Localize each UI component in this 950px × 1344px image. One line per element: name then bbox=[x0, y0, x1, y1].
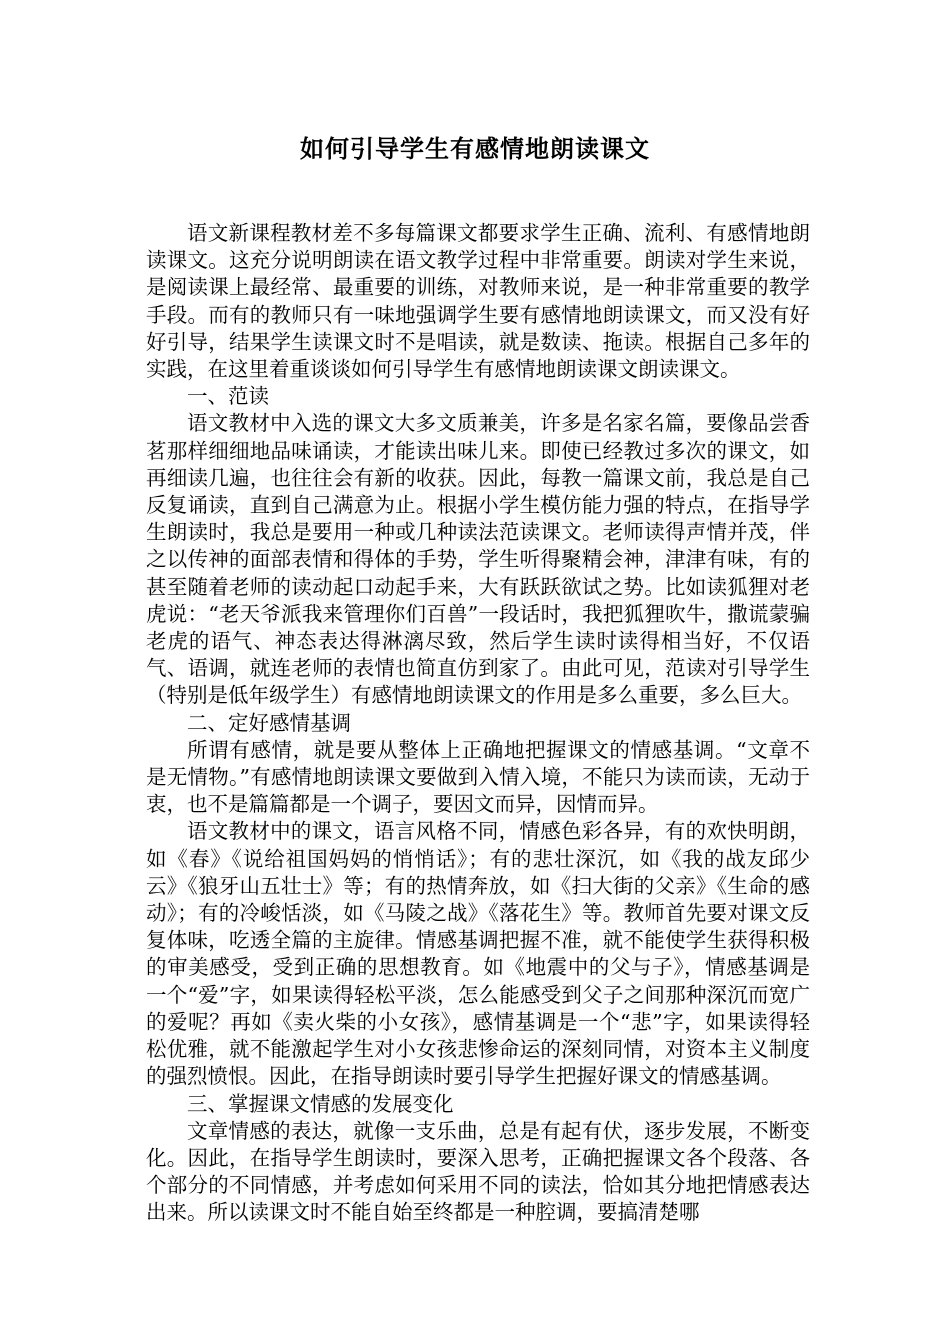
intro-paragraph: 语文新课程教材差不多每篇课文都要求学生正确、流利、有感情地朗读课文。这充分说明朗读在语文教学过程中非常重要。朗读对学生来说，是阅读课上最经常、最重要的训练，对教师来说，是一种非常重要的教学手段。而有的教师只有一味地强调学生要有感情地朗读课文，而又没有好好引导，结果学生读课文时不是唱读，就是数读、拖读。根据自己多年的实践，在这里着重谈谈如何引导学生有感情地朗读课文朗读课文。 bbox=[146, 221, 810, 382]
section-2-paragraph-2: 语文教材中的课文，语言风格不同，情感色彩各异，有的欢快明朗，如《春》《说给祖国妈妈的悄悄话》；有的悲壮深沉，如《我的战友邱少云》《狼牙山五壮士》等；有的热情奔放，如《扫大街的父亲》《生命的感动》；有的冷峻恬淡，如《马陵之战》《落花生》等。教师首先要对课文反复体味，吃透全篇的主旋律。情感基调把握不准，就不能使学生获得积极的审美感受，受到正确的思想教育。如《地震中的父与子》，情感基调是一个“爱”字，如果读得轻松平淡，怎么能感受到父子之间那种深沉而宽广的爱呢？再如《卖火柴的小女孩》，感情基调是一个“悲”字，如果读得轻松优雅，就不能激起学生对小女孩悲惨命运的深刻同情，对资本主义制度的强烈愤恨。因此，在指导朗读时要引导学生把握好课文的情感基调。 bbox=[146, 819, 810, 1089]
section-heading-1: 一、范读 bbox=[187, 384, 269, 409]
section-heading-2: 二、定好感情基调 bbox=[187, 710, 351, 735]
section-2-paragraph-1: 所谓有感情，就是要从整体上正确地把握课文的情感基调。“文章不是无情物。”有感情地朗读课文要做到入情入境，不能只为读而读，无动于衷，也不是篇篇都是一个调子，要因文而异，因情而异。 bbox=[146, 737, 810, 817]
document-title: 如何引导学生有感情地朗读课文 bbox=[300, 134, 650, 163]
section-3-paragraph: 文章情感的表达，就像一支乐曲，总是有起有伏，逐步发展，不断变化。因此，在指导学生朗读时，要深入思考，正确把握课文各个段落、各个部分的不同情感，并考虑如何采用不同的读法，恰如其分地把情感表达出来。所以读课文时不能自始至终都是一种腔调，要搞清楚哪 bbox=[146, 1118, 810, 1225]
section-1-paragraph: 语文教材中入选的课文大多文质兼美，许多是名家名篇，要像品尝香茗那样细细地品味诵读，才能读出味儿来。即使已经教过多次的课文，如再细读几遍，也往往会有新的收获。因此，每教一篇课文前，我总是自己反复诵读，直到自己满意为止。根据小学生模仿能力强的特点，在指导学生朗读时，我总是要用一种或几种读法范读课文。老师读得声情并茂，伴之以传神的面部表情和得体的手势，学生听得聚精会神，津津有味，有的甚至随着老师的读动起口动起手来，大有跃跃欲试之势。比如读狐狸对老虎说：“老天爷派我来管理你们百兽”一段话时，我把狐狸吹牛，撒谎蒙骗老虎的语气、神态表达得淋漓尽致，然后学生读时读得相当好，不仅语气、语调，就连老师的表情也简直仿到家了。由此可见，范读对引导学生（特别是低年级学生）有感情地朗读课文的作用是多么重要，多么巨大。 bbox=[146, 411, 810, 708]
document-body bbox=[146, 220, 810, 1227]
section-heading-3: 三、掌握课文情感的发展变化 bbox=[187, 1091, 454, 1116]
